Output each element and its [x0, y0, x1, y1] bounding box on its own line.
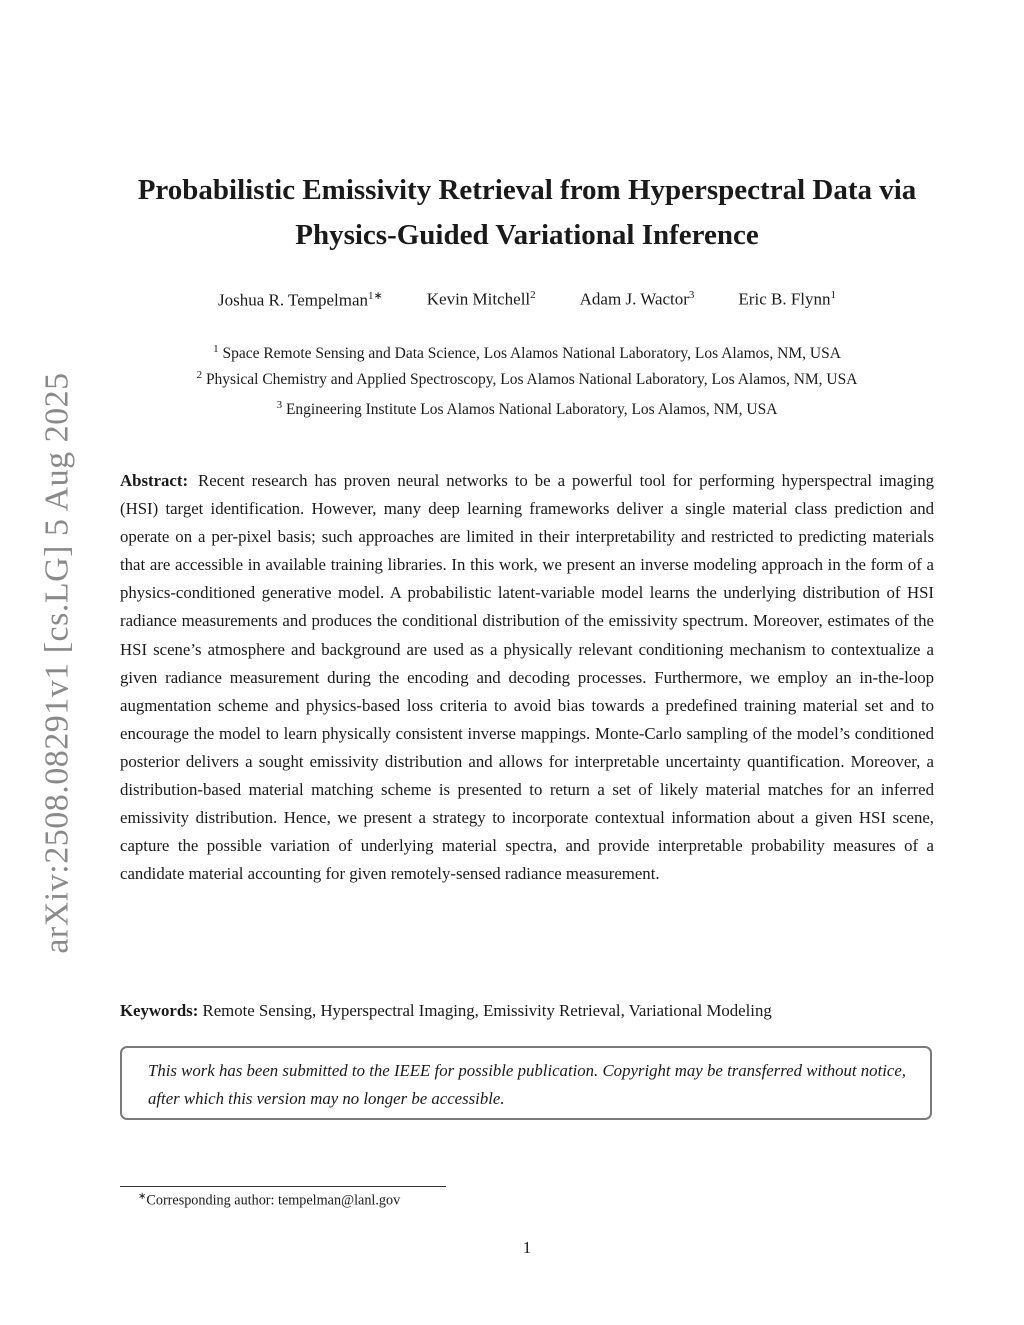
- abstract-text: Recent research has proven neural networks to be a powerful tool for performing hyperspectral imaging (HSI) target identification. However, many deep learning frameworks deliver a single material class prediction and operate on a per-pixel basis; such approaches are limited in their interpretability and restricted to predicting materials that are accessible in available training libraries. In this work, we present an inverse modeling approach in the form of a physics-conditioned generative model. A probabilistic latent-variable model learns the underlying distribution of HSI radiance measurements and produces the conditional distribution of the emissivity spectrum. Moreover, estimates of the HSI scene’s atmosphere and background are used as a physically relevant conditioning mechanism to contextualize a given radiance measurement during the encoding and decoding processes. Furthermore, we employ an in-the-loop augmentation scheme and physics-based loss criteria to avoid bias towards a predefined training material set and to encourage the model to learn physically consistent inverse mappings. Monte-Carlo sampling of the model’s conditioned posterior delivers a sought emissivity distribution and allows for interpretable uncertainty quantification. Moreover, a distribution-based material matching scheme is presented to return a set of likely material matches for an inferred emissivity distribution. Hence, we present a strategy to incorporate contextual information about a given HSI scene, capture the possible variation of underlying material spectra, and provide interpretable probability measures of a candidate material accounting for given remotely-sensed radiance measurement.: [120, 471, 934, 884]
- footnote: [138, 1191, 400, 1210]
- author: Eric B. Flynn$^1$: [738, 289, 837, 309]
- abstract: [120, 467, 934, 888]
- submission-notice-text: This work has been submitted to the IEEE for possible publication. Copyright may be transferred without notice, after which this version may no longer be accessible.: [148, 1061, 906, 1108]
- footnote-text: Corresponding author: tempelman@lanl.gov: [146, 1192, 401, 1209]
- paper-title: Probabilistic Emissivity Retrieval from Hyperspectral Data via Physics-Guided Variational Inference: [137, 174, 917, 251]
- affiliation: $^3$ Engineering Institute Los Alamos National Laboratory, Los Alamos, NM, USA: [276, 399, 778, 419]
- footnote-mark: ∗: [138, 1191, 147, 1202]
- keywords-label: Keywords:: [120, 1001, 199, 1020]
- affiliation: $^1$ Space Remote Sensing and Data Science, Los Alamos National Laboratory, Los Alamos, NM, USA: [213, 343, 841, 363]
- page-number: 1: [522, 1238, 532, 1257]
- author: Kevin Mitchell$^2$: [426, 289, 536, 309]
- author-list: [120, 289, 934, 311]
- arxiv-identifier-text: arXiv:2508.08291v1 [cs.LG] 5 Aug 2025: [39, 372, 77, 954]
- submission-notice-box: [120, 1046, 932, 1120]
- keywords: [120, 1001, 934, 1021]
- affiliation-list: [120, 336, 934, 418]
- abstract-label: Abstract:: [120, 471, 189, 490]
- keywords-text: Remote Sensing, Hyperspectral Imaging, Emissivity Retrieval, Variational Modeling: [202, 1001, 772, 1020]
- footnote-divider: [120, 1186, 446, 1187]
- author: Joshua R. Tempelman$^{1∗}$: [217, 290, 383, 310]
- affiliation: $^2$ Physical Chemistry and Applied Spectroscopy, Los Alamos National Laboratory, Los Alamos, NM, USA: [196, 369, 858, 389]
- arxiv-identifier-stamp: [30, 372, 86, 954]
- author: Adam J. Wactor$^3$: [579, 289, 695, 309]
